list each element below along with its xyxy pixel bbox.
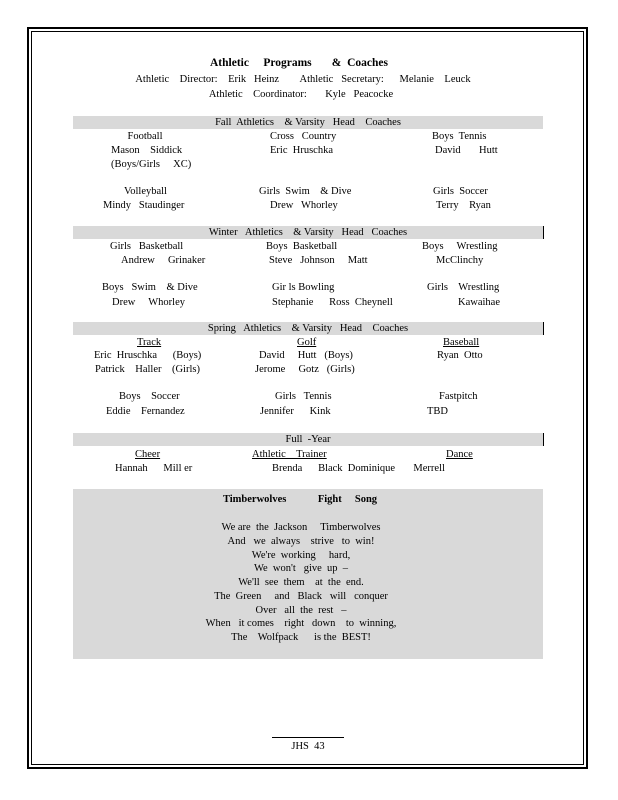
lyric-line: And we always strive to win! xyxy=(227,535,375,547)
winter-boys-wrestling: Boys Wrestling xyxy=(422,241,498,252)
spring-girls-tennis: Girls Tennis xyxy=(275,391,332,402)
staff-line-1: Athletic Director: Erik Heinz Athletic Secretary: Melanie Leuck xyxy=(135,74,471,85)
full-year-athletic-trainer: Athletic Trainer xyxy=(252,449,327,460)
spring-girls-tennis-coach: Jennifer Kink xyxy=(260,406,331,417)
full-year-cheer: Cheer xyxy=(135,449,161,460)
spring-fastpitch-coach: TBD xyxy=(427,406,448,417)
lyric-line: We won't give up – xyxy=(253,563,349,575)
winter-heading: Winter Athletics & Varsity Head Coaches xyxy=(208,227,408,238)
page-number: JHS 43 xyxy=(291,741,325,752)
spring-boys-soccer-coach: Eddie Fernandez xyxy=(106,406,185,417)
winter-band-edge xyxy=(543,226,544,239)
spring-heading: Spring Athletics & Varsity Head Coaches xyxy=(207,323,409,334)
winter-boys-basketball: Boys Basketball xyxy=(266,241,338,252)
fall-volleyball: Volleyball xyxy=(124,186,167,197)
fall-girls-swim: Girls Swim & Dive xyxy=(259,186,352,197)
winter-girls-basketball-coach: Andrew Grinaker xyxy=(121,255,206,266)
winter-boys-basketball-coach: Steve Johnson Matt xyxy=(269,255,368,266)
fall-boys-tennis: Boys Tennis xyxy=(432,131,487,142)
full-year-athletic-trainer-names: Brenda Black Dominique Merrell xyxy=(272,463,445,474)
fight-song-lyrics xyxy=(73,521,529,645)
fall-football-note: (Boys/Girls XC) xyxy=(111,159,192,170)
lyric-line: Over all the rest – xyxy=(255,604,347,616)
spring-track-coach-1: Eric Hruschka (Boys) xyxy=(94,350,202,361)
spring-golf-coach-2: Jerome Gotz (Girls) xyxy=(255,364,355,375)
fall-cross-country-coach: Eric Hruschka xyxy=(270,145,333,156)
spring-band-edge xyxy=(543,322,544,335)
footer-rule xyxy=(272,737,344,738)
fall-girls-swim-coach: Drew Whorley xyxy=(270,200,338,211)
fall-volleyball-coach: Mindy Staudinger xyxy=(103,200,185,211)
spring-track: Track xyxy=(137,337,162,348)
lyric-line: We're working hard, xyxy=(251,549,351,561)
fall-girls-soccer-coach: Terry Ryan xyxy=(436,200,491,211)
winter-boys-wrestling-coach: McClinchy xyxy=(436,255,484,266)
lyric-line: The Wolfpack is the BEST! xyxy=(231,632,371,643)
spring-golf-coach-1: David Hutt (Boys) xyxy=(259,350,353,361)
full-year-cheer-coach: Hannah Mill er xyxy=(115,463,193,474)
fall-cross-country: Cross Country xyxy=(270,131,337,142)
fall-boys-tennis-coach: David Hutt xyxy=(435,145,498,156)
winter-boys-swim: Boys Swim & Dive xyxy=(102,282,198,293)
lyric-line: We'll see them at the end. xyxy=(238,577,364,588)
staff-line-2: Athletic Coordinator: Kyle Peacocke xyxy=(208,89,394,100)
fall-girls-soccer: Girls Soccer xyxy=(433,186,488,197)
full-year-dance: Dance xyxy=(446,449,473,460)
fall-football-coach: Mason Siddick xyxy=(111,145,183,156)
winter-boys-swim-coach: Drew Whorley xyxy=(112,297,185,308)
spring-baseball: Baseball xyxy=(443,337,480,348)
spring-track-coach-2: Patrick Haller (Girls) xyxy=(95,364,200,375)
spring-boys-soccer: Boys Soccer xyxy=(119,391,180,402)
winter-girls-wrestling-coach: Kawaihae xyxy=(458,297,500,308)
winter-girls-bowling-coach: Stephanie Ross Cheynell xyxy=(272,297,393,308)
fall-heading: Fall Athletics & Varsity Head Coaches xyxy=(215,117,401,128)
page-title: Athletic Programs & Coaches xyxy=(209,57,388,69)
lyric-line: We are the Jackson Timberwolves xyxy=(221,522,381,533)
spring-golf: Golf xyxy=(297,337,317,348)
lyric-line: The Green and Black will conquer xyxy=(214,590,388,602)
winter-girls-bowling: Gir ls Bowling xyxy=(272,282,335,293)
winter-girls-wrestling: Girls Wrestling xyxy=(427,282,500,293)
fight-song-title: Timberwolves Fight Song xyxy=(222,494,378,505)
spring-baseball-coach: Ryan Otto xyxy=(437,350,483,361)
spring-fastpitch: Fastpitch xyxy=(439,391,478,402)
winter-girls-basketball: Girls Basketball xyxy=(110,241,184,252)
lyric-line: When it comes right down to winning, xyxy=(205,618,397,630)
fall-football: Football xyxy=(127,131,163,142)
full-year-band-edge xyxy=(543,433,544,446)
full-year-heading: Full -Year xyxy=(285,434,331,445)
